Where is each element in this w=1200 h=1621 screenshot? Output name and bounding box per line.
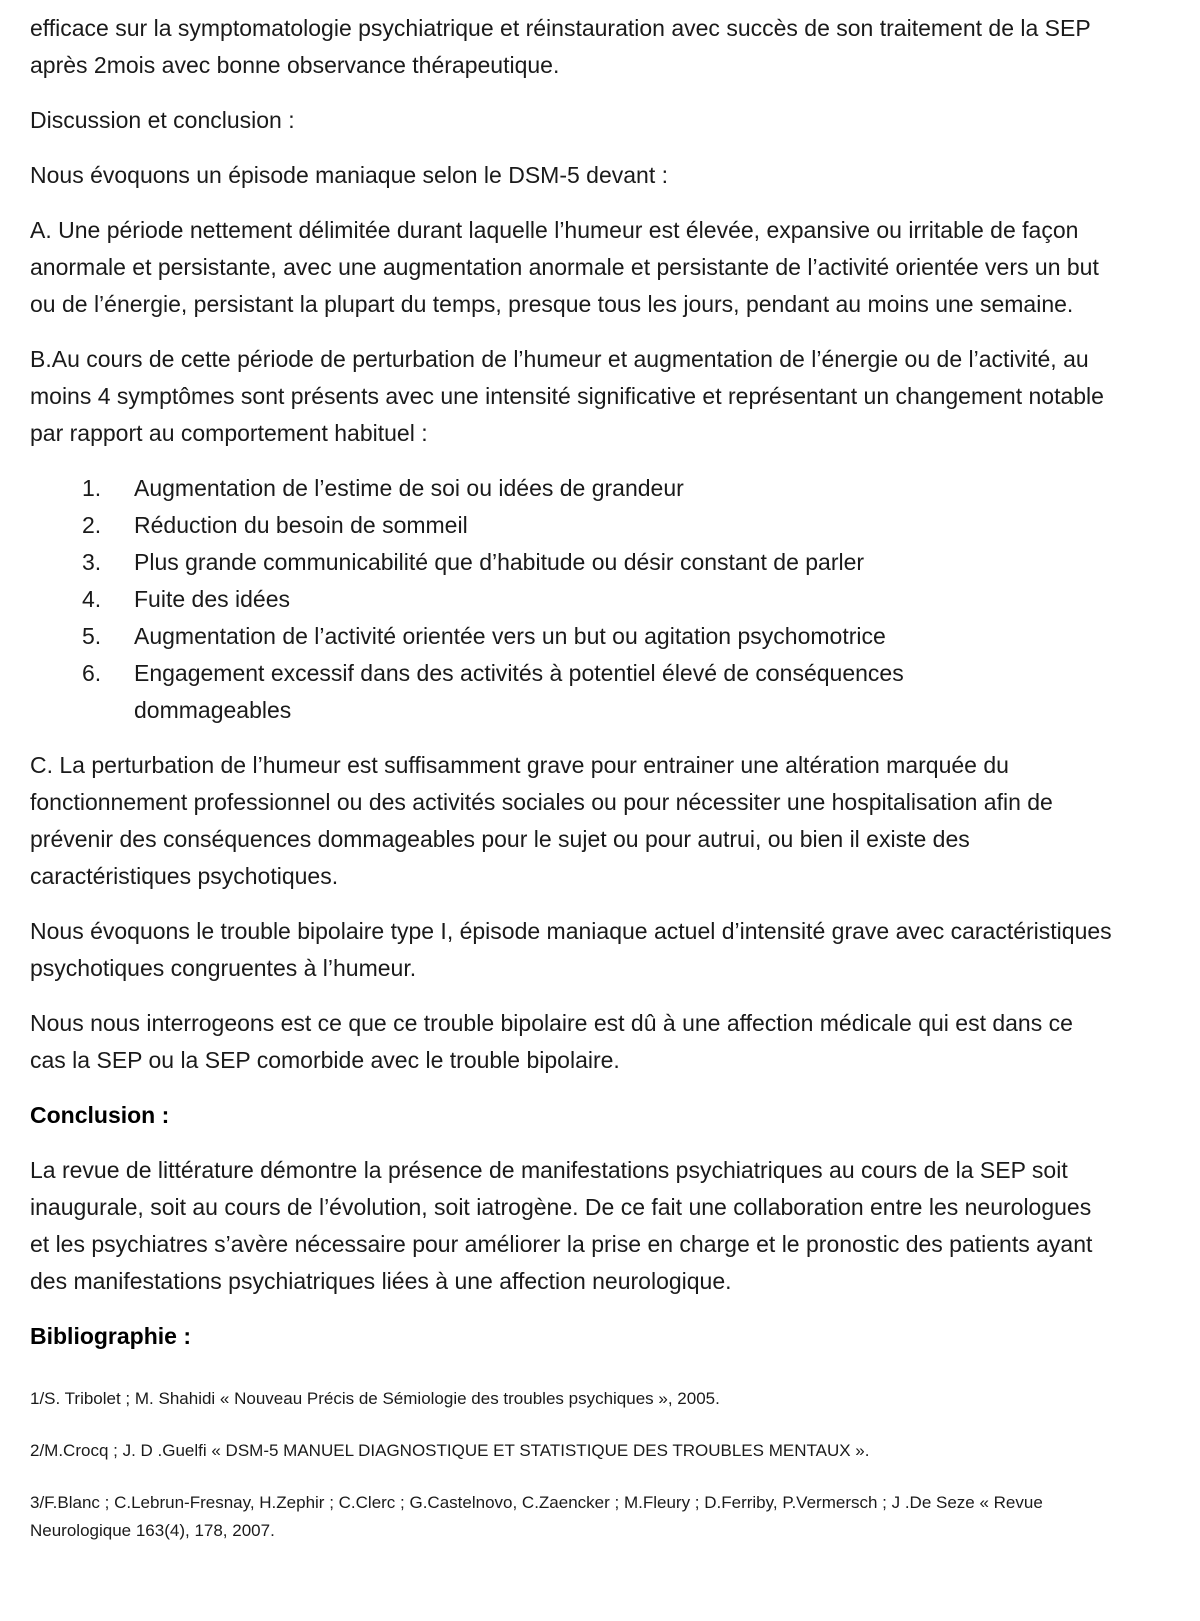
list-item-number: 1.	[82, 475, 102, 501]
list-item-number: 5.	[82, 623, 102, 649]
list-item-text: Augmentation de l’estime de soi ou idées de grandeur	[134, 475, 684, 501]
bibliography-reference: 1/S. Tribolet ; M. Shahidi « Nouveau Précis de Sémiologie des troubles psychiques », 2005.	[30, 1389, 720, 1408]
list-item	[30, 507, 1115, 544]
paragraph-dsm-intro: Nous évoquons un épisode maniaque selon le DSM-5 devant :	[30, 162, 669, 188]
list-item	[30, 544, 1115, 581]
list-item-text: Engagement excessif dans des activités à potentiel élevé de conséquences dommageables	[134, 660, 904, 723]
heading-conclusion: Conclusion :	[30, 1102, 170, 1128]
list-item-text: Réduction du besoin de sommeil	[134, 512, 468, 538]
heading-discussion-conclusion: Discussion et conclusion :	[30, 107, 295, 133]
bibliography-section	[30, 1385, 1115, 1545]
paragraph-question: Nous nous interrogeons est ce que ce trouble bipolaire est dû à une affection médicale qui est dans ce cas la SEP ou la SEP comorbide avec le trouble bipolaire.	[30, 1010, 1073, 1073]
list-item-number: 4.	[82, 586, 102, 612]
list-item	[30, 470, 1115, 507]
heading-bibliography: Bibliographie :	[30, 1323, 191, 1349]
symptom-list	[30, 470, 1115, 729]
paragraph-criterion-b: B.Au cours de cette période de perturbation de l’humeur et augmentation de l’énergie ou de l’activité, au moins 4 symptômes sont présents avec une intensité significative et représentant un changement notable par rapport au comportement habituel :	[30, 346, 1104, 446]
bibliography-reference: 2/M.Crocq ; J. D .Guelfi « DSM-5 MANUEL DIAGNOSTIQUE ET STATISTIQUE DES TROUBLES MENTAUX ».	[30, 1441, 870, 1460]
list-item	[30, 618, 1115, 655]
paragraph-intro-continuation: efficace sur la symptomatologie psychiatrique et réinstauration avec succès de son traitement de la SEP après 2mois avec bonne observance thérapeutique.	[30, 15, 1091, 78]
bibliography-reference: 3/F.Blanc ; C.Lebrun-Fresnay, H.Zephir ; C.Clerc ; G.Castelnovo, C.Zaencker ; M.Fleury ; D.Ferriby, P.Vermersch ; J .De Seze « Revue Neurologique 163(4), 178, 2007.	[30, 1493, 1043, 1540]
list-item-text: Augmentation de l’activité orientée vers un but ou agitation psychomotrice	[134, 623, 886, 649]
paragraph-conclusion: La revue de littérature démontre la présence de manifestations psychiatriques au cours de la SEP soit inaugurale, soit au cours de l’évolution, soit iatrogène. De ce fait une collaboration entre les neurologues et les psychiatres s’avère nécessaire pour améliorer la prise en charge et le pronostic des patients ayant des manifestations psychiatriques liées à une affection neurologique.	[30, 1157, 1093, 1294]
paragraph-criterion-c: C. La perturbation de l’humeur est suffisamment grave pour entrainer une altération marquée du fonctionnement professionnel ou des activités sociales ou pour nécessiter une hospitalisation afin de prévenir des conséquences dommageables pour le sujet ou pour autrui, ou bien il existe des caractéristiques psychotiques.	[30, 752, 1053, 889]
paragraph-diagnosis: Nous évoquons le trouble bipolaire type I, épisode maniaque actuel d’intensité grave avec caractéristiques psychotiques congruentes à l’humeur.	[30, 918, 1112, 981]
list-item	[30, 655, 1115, 729]
list-item-text: Fuite des idées	[134, 586, 290, 612]
list-item	[30, 581, 1115, 618]
list-item-text: Plus grande communicabilité que d’habitude ou désir constant de parler	[134, 549, 865, 575]
paragraph-criterion-a: A. Une période nettement délimitée durant laquelle l’humeur est élevée, expansive ou irritable de façon anormale et persistante, avec une augmentation anormale et persistante de l’activité orientée vers un but ou de l’énergie, persistant la plupart du temps, presque tous les jours, pendant au moins une semaine.	[30, 217, 1099, 317]
list-item-number: 6.	[82, 660, 102, 686]
list-item-number: 2.	[82, 512, 102, 538]
list-item-number: 3.	[82, 549, 102, 575]
